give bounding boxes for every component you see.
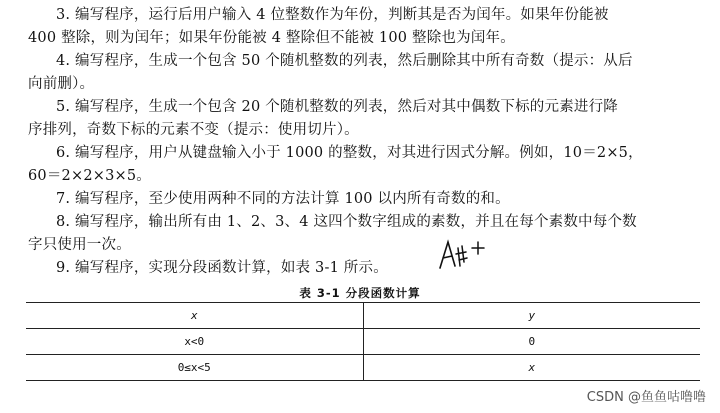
exercise-3-line-1: 3. 编写程序，运行后用户输入 4 位整数作为年份，判断其是否为闰年。如果年份能被 xyxy=(56,7,609,23)
exercise-4-line-2: 向前删）。 xyxy=(28,76,95,92)
exercise-4-line-1: 4. 编写程序，生成一个包含 50 个随机整数的列表，然后删除其中所有奇数（提示：从后 xyxy=(56,53,633,69)
exercise-9 xyxy=(28,257,700,280)
table-cell-value: x xyxy=(528,361,536,374)
handwritten-mark xyxy=(434,234,494,274)
table-cell-value: 0 xyxy=(528,335,536,348)
csdn-watermark: CSDN @鱼鱼咕噜噜 xyxy=(586,390,706,405)
exercise-6-line-2: 60＝2×2×3×5。 xyxy=(28,168,152,184)
table-header-x: x xyxy=(26,303,363,329)
table-caption: 表 3-1 分段函数计算 xyxy=(299,286,421,300)
piecewise-table xyxy=(26,302,700,381)
exercise-7 xyxy=(28,188,700,211)
exercise-5 xyxy=(28,96,700,142)
table-cell-condition: 0≤x<5 xyxy=(26,355,363,381)
exercise-8-line-2: 字只使用一次。 xyxy=(28,237,131,253)
exercise-3-line-2: 400 整除，则为闰年；如果年份能被 4 整除但不能被 100 整除也为闰年。 xyxy=(28,30,515,46)
exercise-3 xyxy=(28,4,700,50)
exercise-4 xyxy=(28,50,700,96)
exercise-8-line-1: 8. 编写程序，输出所有由 1、2、3、4 这四个数字组成的素数，并且在每个素数中每个数 xyxy=(56,214,637,230)
exercise-5-line-2: 序排列，奇数下标的元素不变（提示：使用切片）。 xyxy=(28,122,359,138)
table-header-y: y xyxy=(528,309,536,322)
table-row xyxy=(26,329,700,355)
exercise-6-line-1: 6. 编写程序，用户从键盘输入小于 1000 的整数，对其进行因式分解。例如，10＝2×5， xyxy=(56,145,643,161)
exercise-9-line-1: 9. 编写程序，实现分段函数计算，如表 3-1 所示。 xyxy=(56,260,388,276)
exercise-6 xyxy=(28,142,700,188)
table-row xyxy=(26,355,700,381)
table-header-row xyxy=(26,303,700,329)
exercise-5-line-1: 5. 编写程序，生成一个包含 20 个随机整数的列表，然后对其中偶数下标的元素进行降 xyxy=(56,99,619,115)
table-cell-condition: x<0 xyxy=(26,329,363,355)
exercise-7-line-1: 7. 编写程序，至少使用两种不同的方法计算 100 以内所有奇数的和。 xyxy=(56,191,510,207)
exercise-8 xyxy=(28,211,700,257)
